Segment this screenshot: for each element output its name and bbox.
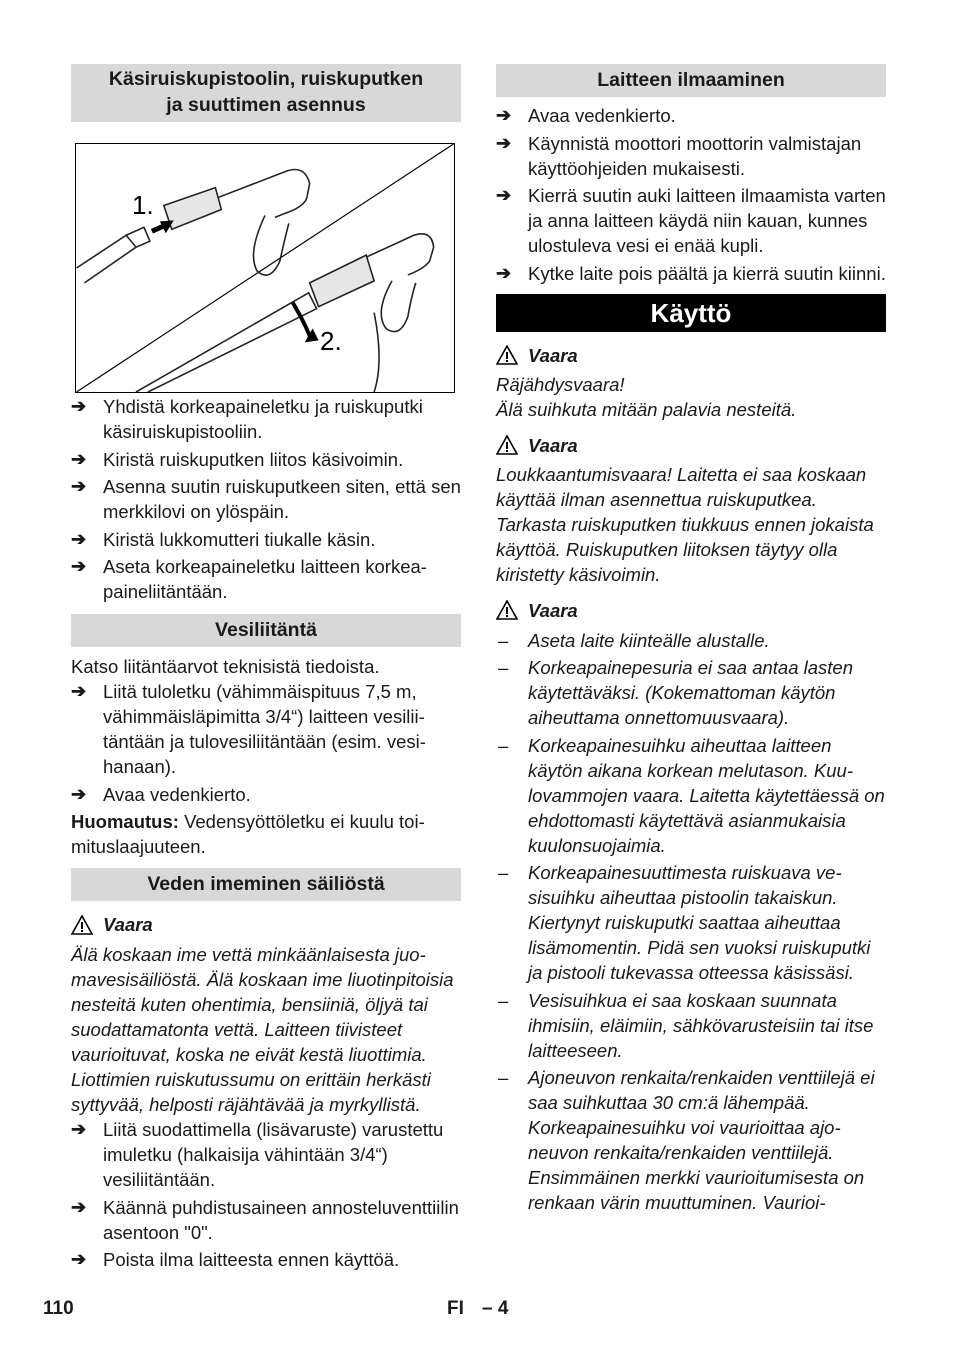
spray-gun-2 — [136, 234, 434, 392]
list-item: ➔ Aseta korkeapaineletku laitteen korkeapaineliitäntään. — [71, 556, 427, 602]
note — [71, 809, 461, 859]
list-item: ➔ Poista ilma laitteesta ennen käyttöä. — [71, 1249, 400, 1270]
list-item: ➔ Kytke laite pois päältä ja kierrä suutin kiinni. — [496, 262, 886, 284]
list-item: ➔ Yhdistä korkeapaineletku ja ruiskuputki käsiruiskupistooliin. — [71, 396, 423, 442]
list-item: ➔ Asenna suutin ruiskuputkeen siten, että sen merkkilovi on ylöspäin. — [71, 476, 461, 522]
arrow-right-icon: ➔ — [71, 783, 87, 804]
warning-text: Älä suihkuta mitään palavia nesteitä. — [496, 398, 797, 420]
arrow-right-icon: ➔ — [71, 1249, 87, 1269]
list-item: ➔ Kiristä lukkomutteri tiukalle käsin. — [71, 528, 376, 550]
section-heading-assembly — [71, 64, 461, 122]
list-item: – Aseta laite kiinteälle alustalle. — [498, 629, 770, 651]
assembly-illustration — [75, 143, 455, 393]
section-heading-water-connection: Vesiliitäntä — [71, 614, 461, 647]
left-column — [71, 64, 461, 1275]
note-label: Huomautus: — [71, 811, 179, 832]
rotate-arrow — [293, 303, 311, 339]
arrow-right-icon: ➔ — [71, 1196, 87, 1217]
bleeding-steps — [496, 103, 886, 286]
arrow-right-icon: ➔ — [496, 262, 512, 283]
assembly-steps — [71, 394, 461, 604]
list-item: ➔ Avaa vedenkierto. — [71, 783, 251, 805]
heading-line-1: Käsiruiskupistoolin, ruiskuputken — [108, 68, 424, 90]
list-item: ➔ Kiristä ruiskuputken liitos käsivoimin. — [71, 448, 404, 470]
list-item: – Ajoneuvon renkaita/renkaiden venttiilejä ei saa suihkuttaa 30 cm:ä lähempää. Korkeapainesuihku voi vaurioittaa ajoneuvon renkaita/renkaiden venttiilejä. Ensimmäinen merkki vaurioitumisesta on renkaan värin muuttuminen. Vaurioi- — [498, 1067, 875, 1213]
arrow-right-icon: ➔ — [71, 476, 87, 496]
warning-text: Räjähdysvaara! — [496, 373, 625, 395]
list-item: – Korkeapainesuihku aiheuttaa laitteen käytön aikana korkean melutason. Kuulovammojen vaara. Laitetta käytettäessä on ehdottomasti käytettävä asianmukaisia kuulonsuojaimia. — [498, 734, 885, 856]
section-page: – 4 — [482, 1298, 509, 1319]
list-item: ➔ Avaa vedenkierto. — [496, 105, 676, 126]
arrow-right-icon: ➔ — [496, 105, 512, 125]
spray-gun-drawing — [76, 144, 454, 392]
list-item: ➔ Liitä suodattimella (lisävaruste) varustettu imuletku (halkaisija vähintään 3/4“) vesiliitäntään. — [71, 1119, 444, 1190]
main-heading-operation: Käyttö — [496, 294, 886, 332]
list-item: ➔ Käännä puhdistusaineen annosteluventtiilin asentoon "0". — [71, 1196, 459, 1243]
list-item: – Vesisuihkua ei saa koskaan suunnata ihmisiin, eläimiin, sähkövarusteisiin tai itse laitteeseen. — [498, 989, 874, 1061]
warning-triangle-icon — [496, 435, 518, 455]
warning-heading: Vaara — [496, 433, 886, 458]
list-item: – Korkeapainepesuria ei saa antaa lasten käytettäväksi. (Kokemattoman käytön aiheuttama onnettomuusvaara). — [498, 657, 854, 728]
arrow-right-icon: ➔ — [71, 556, 87, 576]
arrow-right-icon: ➔ — [71, 1119, 87, 1139]
list-item: ➔ Liitä tuloletku (vähimmäispituus 7,5 m, vähimmäisläpimitta 3/4“) laitteen vesiliitäntään ja tulovesiliitäntään (esim. vesihanaan). — [71, 681, 426, 777]
warning-heading: Vaara — [496, 598, 886, 623]
warning-triangle-icon — [496, 600, 518, 620]
section-heading-suction: Veden imeminen säiliöstä — [71, 868, 461, 901]
warning-triangle-icon — [71, 915, 93, 935]
language-code: FI — [447, 1298, 464, 1319]
warning-text: Loukkaantumisvaara! Laitetta ei saa koskaan käyttää ilman asennettua ruiskuputkea. Tarkasta ruiskuputken tiukkuus ennen jokaista käyttöä. Ruiskuputken liitoksen täytyy olla kiristetty käsivoimin. — [496, 463, 874, 585]
safety-list — [496, 628, 886, 1216]
water-intro: Katso liitäntäarvot teknisistä tiedoista. — [71, 656, 380, 677]
list-item: ➔ Käynnistä moottori moottorin valmistajan käyttöohjeiden mukaisesti. — [496, 132, 862, 179]
arrow-right-icon: ➔ — [496, 185, 512, 205]
spray-gun-1 — [77, 170, 310, 283]
list-item: – Korkeapainesuuttimesta ruiskuava vesisuihku aiheuttaa pistoolin takaiskun. Kiertynyt ruiskuputki saattaa aiheuttaa lisämomentin. Pidä sen vuoksi ruiskuputki ja pistooli tukevassa otteessa käsissäsi. — [498, 862, 871, 983]
right-column — [496, 64, 886, 1218]
arrow-right-icon: ➔ — [71, 396, 87, 416]
warning-triangle-icon — [496, 345, 518, 365]
heading-line-2: ja suuttimen asennus — [166, 94, 366, 116]
arrow-right-icon: ➔ — [71, 528, 87, 549]
step-label-1: 1. — [132, 190, 154, 220]
arrow-right-icon: ➔ — [496, 132, 512, 153]
warning-heading: Vaara — [71, 912, 461, 937]
note-text: Vedensyöttöletku ei kuulu toimituslaajuuteen. — [71, 811, 425, 857]
section-heading-bleeding: Laitteen ilmaaminen — [496, 64, 886, 97]
arrow-right-icon: ➔ — [71, 681, 87, 701]
arrow-right-icon: ➔ — [71, 448, 87, 469]
page-number: 110 — [43, 1298, 74, 1319]
list-item: ➔ Kierrä suutin auki laitteen ilmaamista varten ja anna laitteen käydä niin kauan, kunnes ulostuleva vesi ei enää kupli. — [496, 185, 886, 256]
warning-text: Älä koskaan ime vettä minkäänlaisesta juomavesisäiliöstä. Älä koskaan ime liuotinpitoisia nesteitä kuten ohentimia, bensiiniä, öljyä tai suodattamatonta vettä. Laitteen tiivisteet vaurioituvat, koska ne eivät kestä liuottimia. Liottimien ruiskutussumu on erittäin herkästi syttyvää, helposti räjähtävää ja myrkyllistä. — [71, 944, 454, 1115]
step-label-2: 2. — [320, 326, 342, 356]
warning-heading: Vaara — [496, 343, 886, 368]
